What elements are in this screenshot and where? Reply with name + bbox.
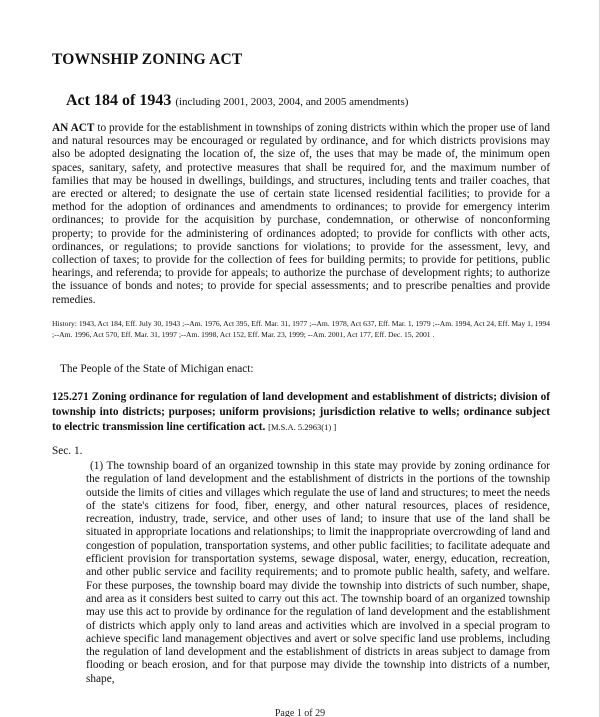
act-preamble [52, 122, 550, 307]
subsection-1: (1) The township board of an organized township in this state may provide by zoning ordinance for the regulation of land development and the establishment of districts in the portions of the township outside the limits of cities and villages which regulate the use of land and structures; to meet the needs of the state's citizens for food, fiber, energy, and other natural resources, places of residence, recreation, industry, trade, service, and other uses of land; to insure that use of the land shall be situated in appropriate locations and relationships; to limit the inappropriate overcrowding of land and congestion of population, transportation systems, and other public facilities; to facilitate adequate and efficient provision for transportation systems, sewage disposal, water, energy, education, recreation, and other public service and facility requirements; and to promote public health, safety, and welfare. For these purposes, the township board may divide the township into districts of such number, shape, and area as it considers best suited to carry out this act. The township board of an organized township may use this act to provide by ordinance for the regulation of land development and the establishment of districts which apply only to land areas and activities which are involved in a special program to achieve specific land management objectives and avert or solve specific land use problems, including the regulation of land development and the establishment of districts in areas subject to damage from flooding or beach erosion, and for that purpose may divide the township into districts of a number, shape, [86, 460, 550, 685]
section-msa-reference: [M.S.A. 5.2963(1) ] [268, 422, 337, 432]
section-heading [52, 390, 550, 435]
page-footer: Page 1 of 29 [274, 708, 326, 717]
section-label: Sec. 1. [52, 445, 83, 457]
section-heading-text: 125.271 Zoning ordinance for regulation of land development and establishment of districts; division of township into districts; purposes; uniform provisions; jurisdiction relative to wells; ordinance subject to electric transmission line certification act. [52, 391, 550, 433]
act-amendments: (including 2001, 2003, 2004, and 2005 amendments) [175, 96, 409, 108]
act-heading [66, 92, 408, 110]
act-number: Act 184 of 1943 [66, 92, 172, 109]
document-title: TOWNSHIP ZONING ACT [52, 51, 243, 68]
enactment-clause: The People of the State of Michigan enact: [60, 363, 254, 375]
preamble-body: to provide for the establishment in townships of zoning districts within which the proper use of land and natural resources may be encouraged or regulated by ordinance, and for which districts provisions may also be adopted designating the location of, the size of, the uses that may be made of, the minimum open spaces, sanitary, safety, and protective measures that shall be required for, and the maximum number of families that may be housed in dwellings, buildings, and structures, including tents and trailer coaches, that are erected or altered; to designate the use of certain state licensed residential facilities; to provide for a method for the adoption of ordinances and amendments to ordinances; to provide for emergency interim ordinances; to provide for the acquisition by purchase, condemnation, or otherwise of nonconforming property; to provide for the administering of ordinances adopted; to provide for conflicts with other acts, ordinances, or regulations; to provide sanctions for violations; to provide for the assessment, levy, and collection of taxes; to provide for the collection of fees for building permits; to provide for petitions, public hearings, and referenda; to provide for appeals; to authorize the purchase of development rights; to authorize the issuance of bonds and notes; to provide for special assessments; and to prescribe penalties and provide remedies. [52, 122, 551, 306]
preamble-lead: AN ACT [52, 122, 95, 134]
history-note: History: 1943, Act 184, Eff. July 30, 1943 ;--Am. 1976, Act 395, Eff. Mar. 31, 1977 ;--Am. 1978, Act 637, Eff. Mar. 1, 1979 ;--Am. 1994, Act 24, Eff. May 1, 1994 ;--Am. 1996, Act 570, Eff. Mar. 31, 1997 ;--Am. 1998, Act 152, Eff. Mar. 23, 1999; --Am. 2001, Act 177, Eff. Dec. 15, 2001 . [52, 319, 550, 339]
